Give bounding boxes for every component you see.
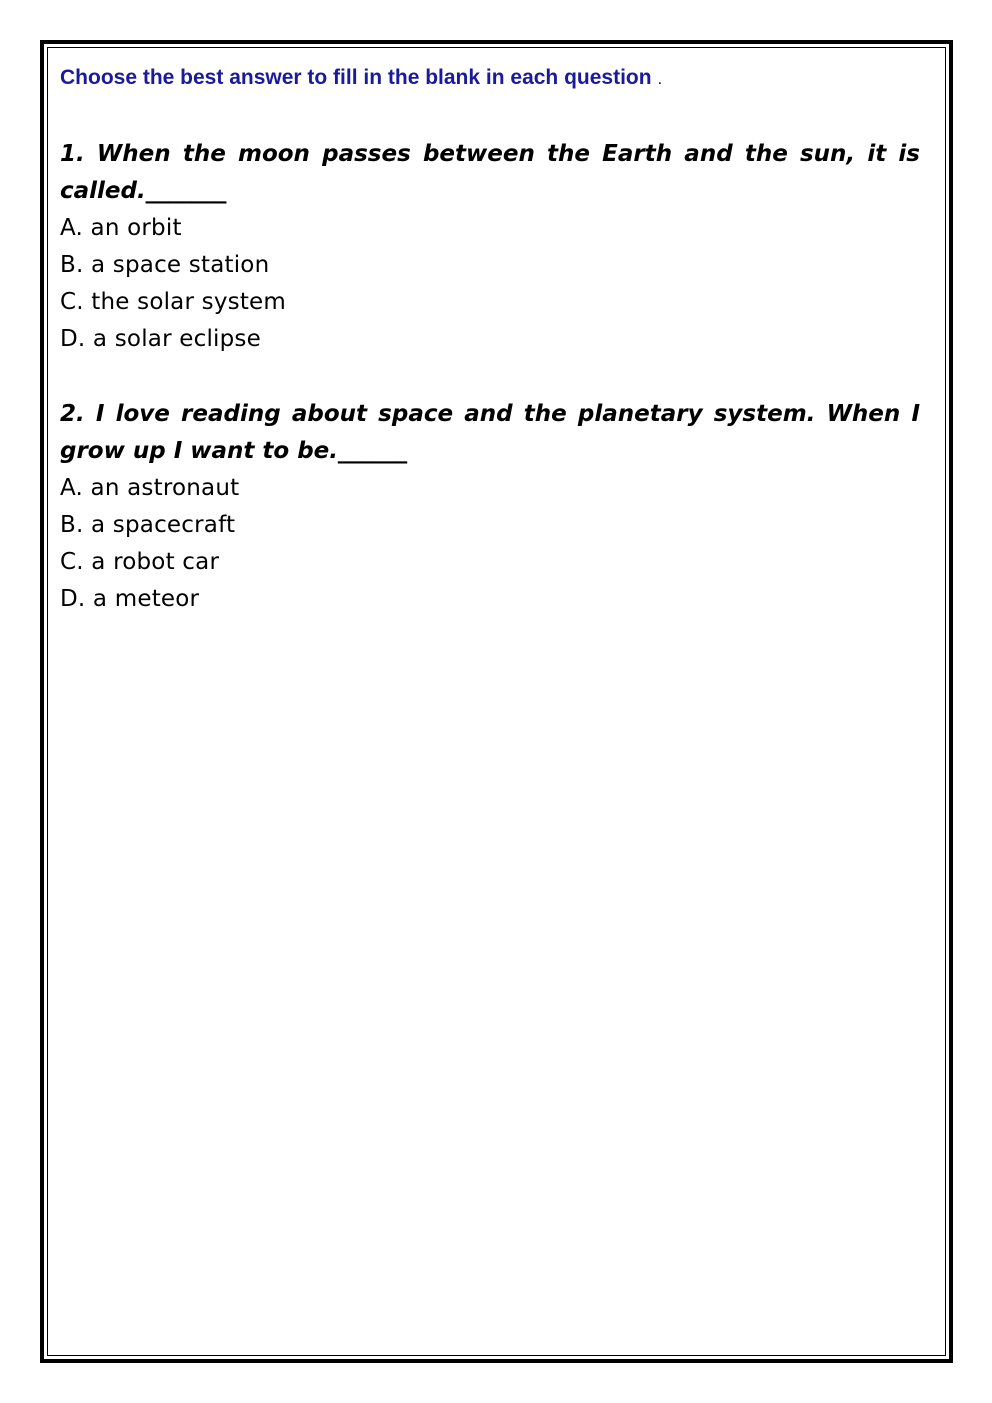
instruction-trailing-dot: . [657,71,663,88]
answer-options [60,470,920,618]
answer-option-b: B. a spacecraft [60,512,236,538]
worksheet-content [60,58,920,618]
answer-option-c: C. a robot car [60,549,220,575]
answer-option-b: B. a space station [60,252,270,278]
question-text: 2. I love reading about space and the planetary system. When I grow up I want to be.______ [60,401,920,464]
instruction-text: Choose the best answer to fill in the blank in each question [60,66,652,89]
question-2 [60,396,920,618]
instruction-heading [60,62,920,96]
answer-option-d: D. a solar eclipse [60,326,261,352]
answer-option-a: A. an orbit [60,215,182,241]
answer-option-c: C. the solar system [60,289,286,315]
answer-option-a: A. an astronaut [60,475,240,501]
answer-options [60,210,920,358]
answer-option-d: D. a meteor [60,586,200,612]
question-text: 1. When the moon passes between the Earth and the sun, it is called._______ [60,141,920,204]
question-1 [60,136,920,358]
